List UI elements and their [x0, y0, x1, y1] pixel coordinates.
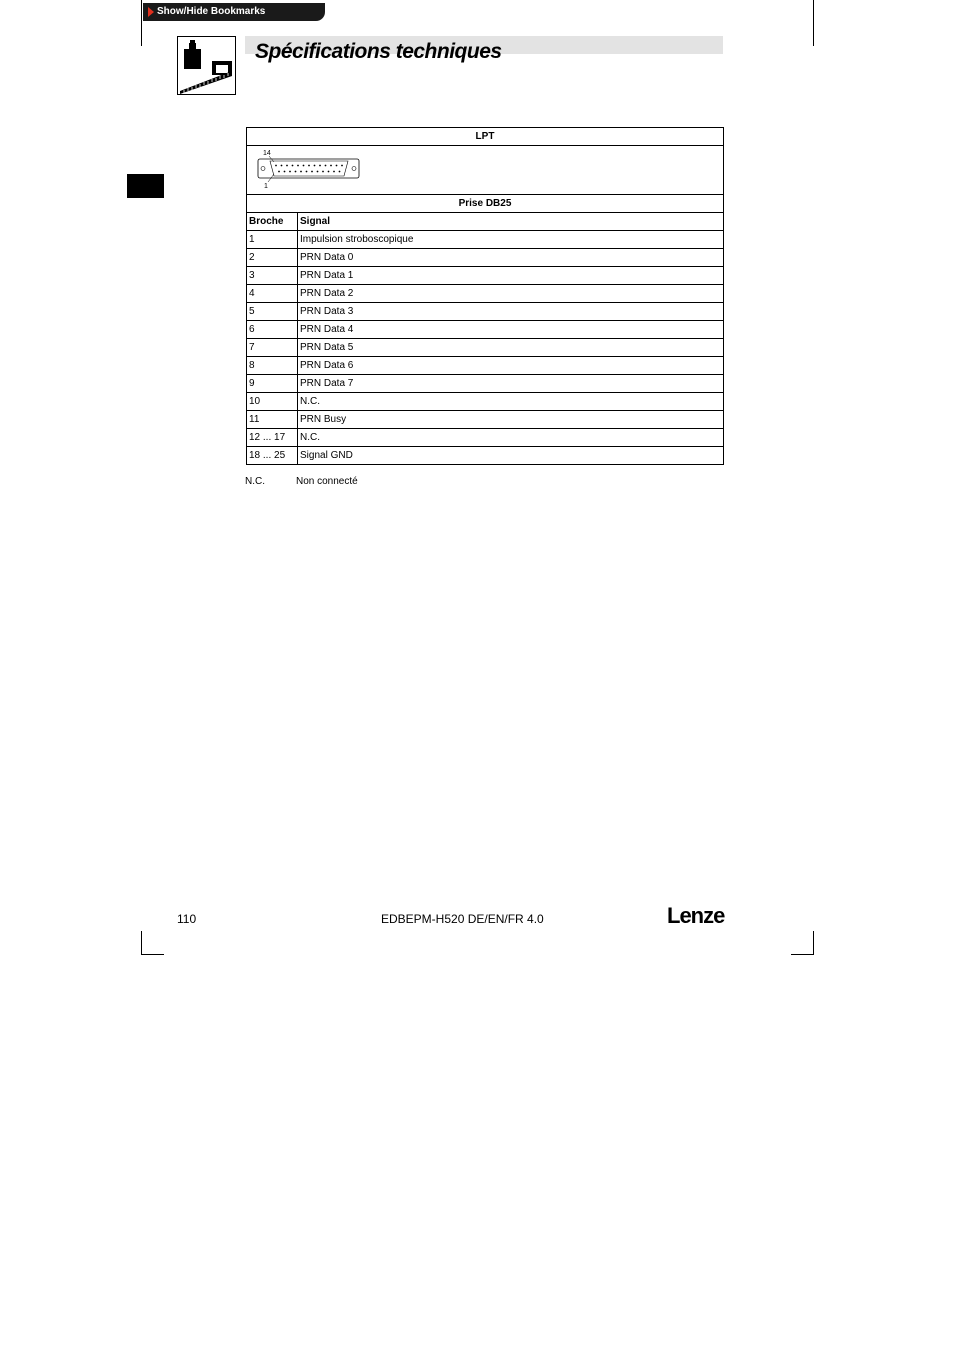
signal-name: PRN Data 6	[298, 357, 724, 375]
legend-abbreviation: N.C.	[245, 476, 265, 487]
lpt-pin-table	[246, 127, 724, 465]
signal-name: PRN Data 7	[298, 375, 724, 393]
page-title: Spécifications techniques	[255, 40, 502, 63]
show-hide-bookmarks-button[interactable]	[143, 3, 325, 21]
table-row	[247, 267, 724, 285]
table-row	[247, 321, 724, 339]
pin-number: 5	[247, 303, 298, 321]
table-row	[247, 447, 724, 465]
column-header-signal: Signal	[298, 213, 724, 231]
bookmarks-label: Show/Hide Bookmarks	[157, 6, 266, 17]
db25-connector-diagram	[247, 147, 367, 193]
table-row	[247, 231, 724, 249]
table-row	[247, 393, 724, 411]
crop-mark	[141, 954, 164, 955]
table-row	[247, 339, 724, 357]
signal-name: PRN Data 2	[298, 285, 724, 303]
crop-mark	[141, 931, 142, 955]
pin-number: 7	[247, 339, 298, 357]
lenze-logo: Lenze	[667, 903, 725, 928]
table-row	[247, 249, 724, 267]
pin-number: 3	[247, 267, 298, 285]
crop-mark	[791, 954, 814, 955]
pin-number: 8	[247, 357, 298, 375]
technical-data-icon	[177, 36, 236, 95]
pin-number: 2	[247, 249, 298, 267]
page-number: 110	[177, 912, 197, 926]
pin-number: 4	[247, 285, 298, 303]
column-header-pin: Broche	[247, 213, 298, 231]
pin-number: 6	[247, 321, 298, 339]
table-row	[247, 375, 724, 393]
crop-mark	[813, 931, 814, 955]
connector-label: Prise DB25	[247, 195, 724, 213]
table-row	[247, 411, 724, 429]
pin-number: 18 ... 25	[247, 447, 298, 465]
signal-name: Signal GND	[298, 447, 724, 465]
signal-name: PRN Data 5	[298, 339, 724, 357]
signal-name: PRN Data 4	[298, 321, 724, 339]
table-row	[247, 285, 724, 303]
signal-name: N.C.	[298, 429, 724, 447]
signal-name: PRN Data 1	[298, 267, 724, 285]
table-row	[247, 429, 724, 447]
connector-diagram-cell	[247, 146, 724, 195]
pin-number: 10	[247, 393, 298, 411]
signal-name: PRN Busy	[298, 411, 724, 429]
table-row	[247, 357, 724, 375]
table-title: LPT	[247, 128, 724, 146]
signal-name: PRN Data 0	[298, 249, 724, 267]
pin-number: 9	[247, 375, 298, 393]
triangle-right-icon	[148, 7, 154, 17]
crop-mark	[813, 0, 814, 46]
signal-name: Impulsion stroboscopique	[298, 231, 724, 249]
table-row	[247, 303, 724, 321]
signal-name: N.C.	[298, 393, 724, 411]
pin-14-label: 14	[263, 150, 271, 157]
signal-name: PRN Data 3	[298, 303, 724, 321]
pin-number: 12 ... 17	[247, 429, 298, 447]
crop-mark	[141, 0, 142, 46]
language-tab-marker	[127, 174, 164, 198]
document-id: EDBEPM-H520 DE/EN/FR 4.0	[381, 912, 544, 926]
pin-number: 1	[247, 231, 298, 249]
legend-meaning: Non connecté	[296, 476, 358, 487]
pin-number: 11	[247, 411, 298, 429]
pin-1-label: 1	[264, 183, 268, 190]
